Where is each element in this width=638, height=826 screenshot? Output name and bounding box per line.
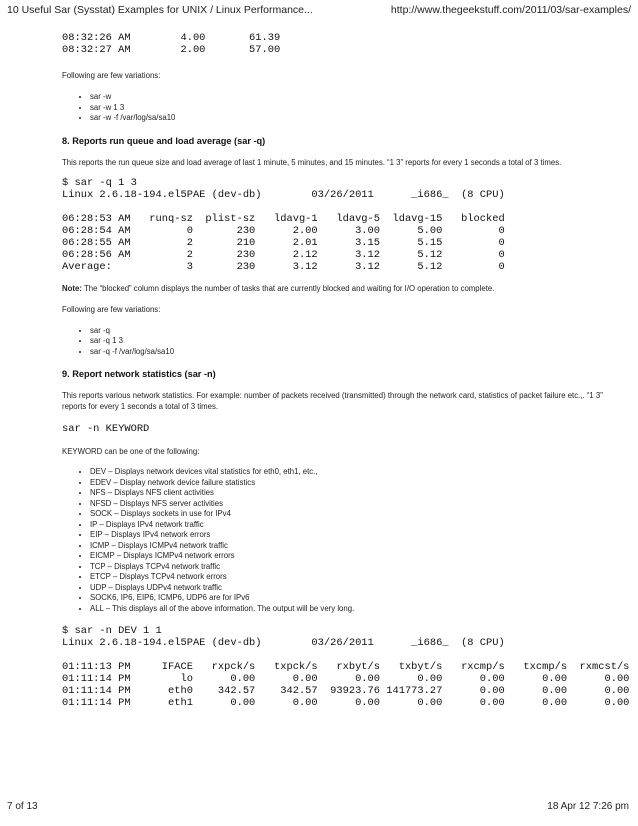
page-header-url[interactable]: http://www.thegeekstuff.com/2011/03/sar-examples/ <box>390 4 631 16</box>
print-date: 18 Apr 12 7:26 pm <box>547 801 629 812</box>
list-item: • SOCK6, IP6, EIP6, ICMP6, UDP6 are for IPv6 <box>90 593 622 604</box>
page-number: 7 of 13 <box>7 801 38 812</box>
list-item: • sar -w -f /var/log/sa/sa10 <box>90 113 622 124</box>
list-item: • ETCP – Displays TCPv4 network errors <box>90 572 622 583</box>
note-paragraph <box>62 283 622 294</box>
variations-list <box>62 326 622 358</box>
list-item: • sar -w <box>90 92 622 103</box>
code-block-sar-n-dev: $ sar -n DEV 1 1 Linux 2.6.18-194.el5PAE (dev-db) 03/26/2011 _i686_ (8 CPU) 01:11:13 PM IFACE rxpck/s txpck/s rxbyt/s txbyt/s rxcmp/s txcmp/s rxmcst/s 01:11:14 PM lo 0.00 0.00 0.00 0.00 0.00 0.00 0.00 01:11:14 PM eth0 342.57 342.57 93923.76 141773.27 0.00 0.00 0.00 01:11:14 PM eth1 0.00 0.00 0.00 0.00 0.00 0.00 0.00 <box>62 625 630 709</box>
list-item: • ICMP – Displays ICMPv4 network traffic <box>90 541 622 552</box>
code-block-keyword: sar -n KEYWORD <box>62 423 150 435</box>
list-item: • sar -q -f /var/log/sa/sa10 <box>90 347 622 358</box>
code-block-sar-q: $ sar -q 1 3 Linux 2.6.18-194.el5PAE (dev-db) 03/26/2011 _i686_ (8 CPU) 06:28:53 AM runq-sz plist-sz ldavg-1 ldavg-5 ldavg-15 blocked 06:28:54 AM 0 230 2.00 3.00 5.00 0 06:28:55 AM 2 210 2.01 3.15 5.15 0 06:28:56 AM 2 230 2.12 3.12 5.12 0 Average: 3 230 3.12 3.12 5.12 0 <box>62 176 505 273</box>
keyword-intro: KEYWORD can be one of the following: <box>62 447 200 456</box>
list-item: • NFS – Displays NFS client activities <box>90 488 622 499</box>
note-text: The “blocked” column displays the number of tasks that are currently blocked and waiting for I/O operation to complete. <box>83 283 495 293</box>
list-item: • ALL – This displays all of the above information. The output will be very long. <box>90 604 622 615</box>
list-item: • UDP – Displays UDPv4 network traffic <box>90 583 622 594</box>
section-heading-8: 8. Reports run queue and load average (sar -q) <box>62 135 266 146</box>
list-item: • EICMP – Displays ICMPv4 network errors <box>90 551 622 562</box>
section-heading-9: 9. Report network statistics (sar -n) <box>62 369 216 379</box>
list-item: • EIP – Displays IPv4 network errors <box>90 530 622 541</box>
variations-intro: Following are few variations: <box>62 71 161 80</box>
variations-list <box>62 92 622 124</box>
variations-intro: Following are few variations: <box>62 304 161 314</box>
list-item: • EDEV – Display network device failure statistics <box>90 478 622 489</box>
list-item: • DEV – Displays network devices vital statistics for eth0, eth1, etc., <box>90 467 622 478</box>
section-9-description: This reports various network statistics. For example: number of packets received (transmitted) through the network card, statistics of packet failure etc.,. “1 3” reports for every 1 seconds a total of 3 times. <box>62 391 603 411</box>
code-block-top: 08:32:26 AM 4.00 61.39 08:32:27 AM 2.00 57.00 <box>62 32 281 56</box>
page-header-title: 10 Useful Sar (Sysstat) Examples for UNIX / Linux Performance... <box>7 4 313 16</box>
list-item: • sar -q <box>90 326 622 337</box>
note-label: Note: <box>62 283 82 293</box>
section-8-description: This reports the run queue size and load average of last 1 minute, 5 minutes, and 15 minutes. “1 3” reports for every 1 seconds a total of 3 times. <box>62 157 562 167</box>
list-item: • NFSD – Displays NFS server activities <box>90 499 622 510</box>
list-item: • IP – Displays IPv4 network traffic <box>90 520 622 531</box>
keyword-list <box>62 467 622 614</box>
list-item: • TCP – Displays TCPv4 network traffic <box>90 562 622 573</box>
article-content <box>62 32 630 709</box>
list-item: • SOCK – Displays sockets in use for IPv4 <box>90 509 622 520</box>
list-item: • sar -q 1 3 <box>90 336 622 347</box>
list-item: • sar -w 1 3 <box>90 103 622 114</box>
